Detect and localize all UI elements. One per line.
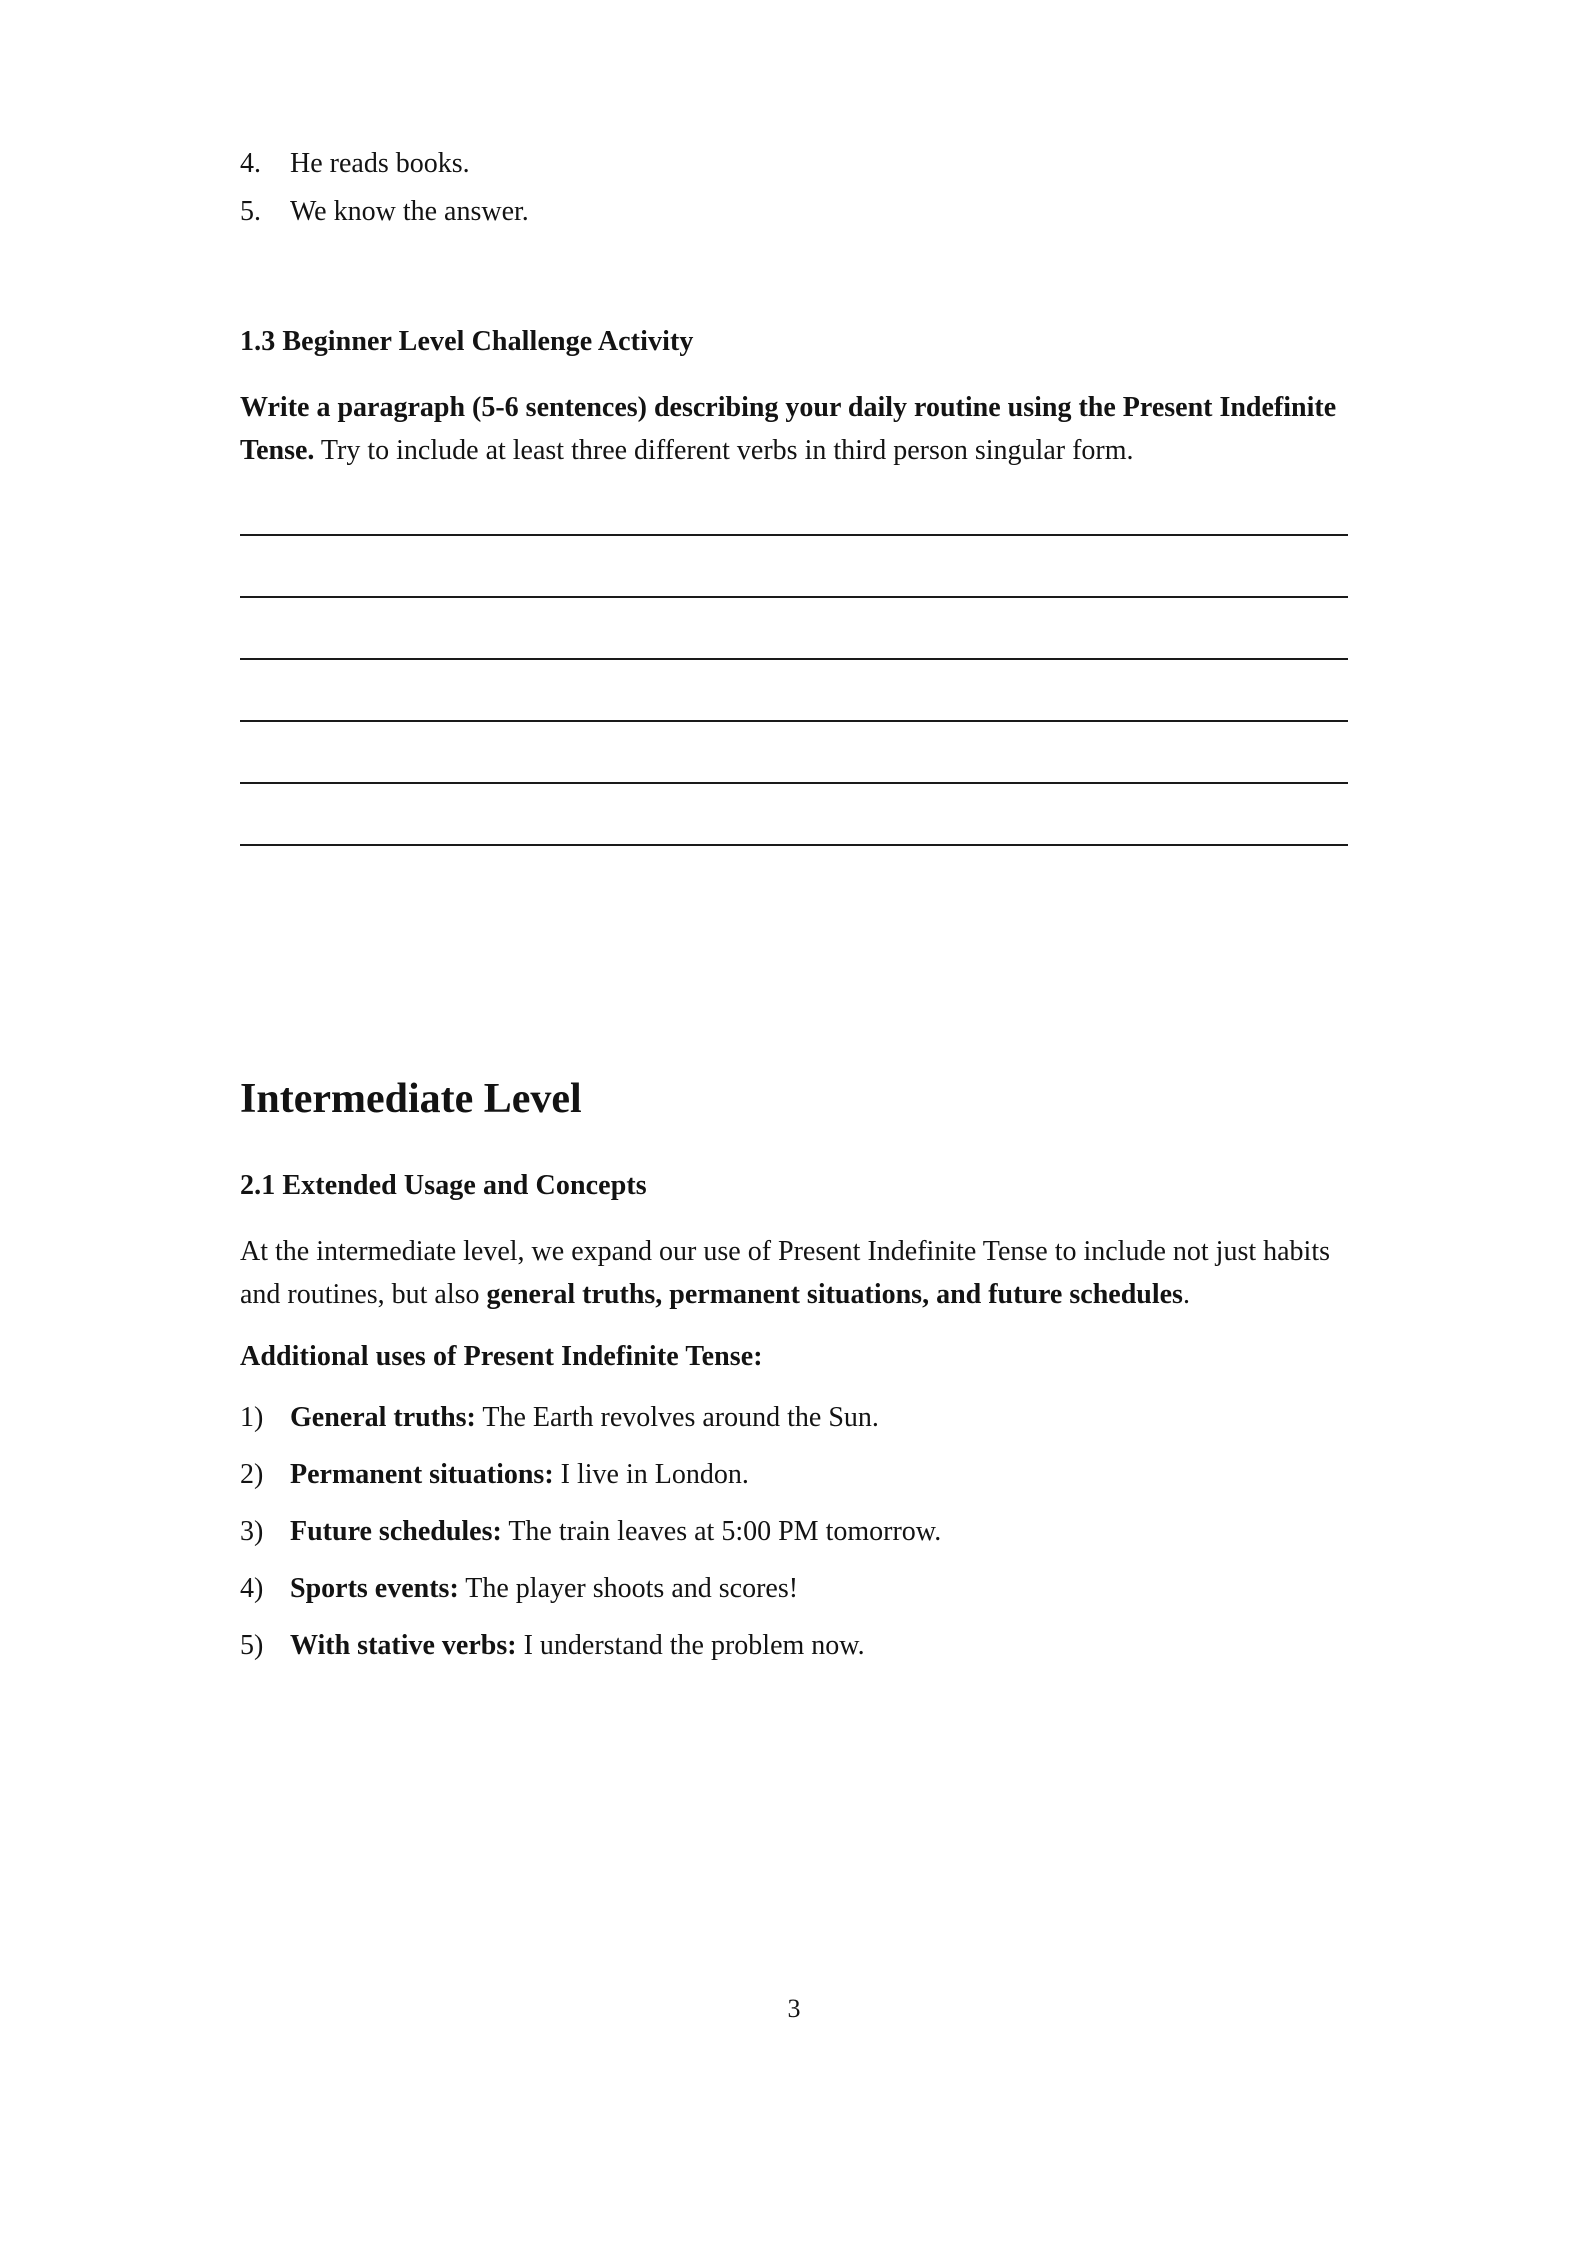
list-item-example: The player shoots and scores!	[458, 1572, 799, 1604]
list-item	[240, 1628, 1350, 1663]
major-section-gap	[240, 906, 1350, 1074]
list-item-label: Future schedules:	[290, 1515, 502, 1547]
list-marker: 2)	[240, 1458, 264, 1490]
list-marker: 4.	[240, 148, 261, 179]
list-marker: 5.	[240, 196, 261, 227]
list-marker: 3)	[240, 1515, 264, 1547]
answer-line	[240, 844, 1348, 846]
list-item-example: The Earth revolves around the Sun.	[475, 1401, 879, 1433]
list-item-label: Sports events:	[290, 1572, 459, 1604]
list-item-label: Permanent situations:	[290, 1458, 554, 1490]
list-item-text: He reads books.	[290, 148, 470, 179]
page-number: 3	[787, 1994, 801, 2023]
challenge-activity-heading: 1.3 Beginner Level Challenge Activity	[240, 326, 694, 357]
paragraph-part-1: At the intermediate level, we expand our use of Present Indefinite Tense to include not just habits and routines, but also	[240, 1236, 1331, 1311]
list-marker: 5)	[240, 1629, 264, 1661]
additional-uses-list	[240, 1400, 1350, 1663]
answer-line	[240, 596, 1348, 598]
paragraph-part-2: .	[1182, 1279, 1190, 1311]
list-item-text	[290, 1457, 1350, 1492]
additional-uses-heading: Additional uses of Present Indefinite Tense:	[240, 1340, 763, 1372]
list-marker: 1)	[240, 1401, 264, 1433]
list-item-example: I understand the problem now.	[516, 1629, 865, 1661]
list-item-label: With stative verbs:	[290, 1629, 517, 1661]
intermediate-paragraph	[240, 1231, 1350, 1316]
list-item	[240, 1514, 1350, 1549]
list-marker: 4)	[240, 1572, 264, 1604]
list-item-text	[290, 1628, 1350, 1663]
answer-lines-block	[240, 534, 1350, 846]
answer-line	[240, 534, 1348, 536]
list-item-example: The train leaves at 5:00 PM tomorrow.	[501, 1515, 942, 1547]
answer-line	[240, 658, 1348, 660]
list-item-example: I live in London.	[553, 1458, 749, 1490]
intermediate-level-title: Intermediate Level	[240, 1076, 582, 1123]
list-item-label: General truths:	[290, 1401, 476, 1433]
list-item	[240, 198, 1350, 226]
page-content	[240, 0, 1350, 1685]
top-numbered-list	[240, 150, 1350, 226]
list-item-text	[290, 1514, 1350, 1549]
list-item-text: We know the answer.	[290, 196, 529, 227]
list-item	[240, 150, 1350, 178]
list-item	[240, 1400, 1350, 1435]
prompt-rest-text: Try to include at least three different verbs in third person singular form.	[314, 434, 1134, 466]
list-item-text	[290, 1571, 1350, 1606]
list-item-text	[290, 1400, 1350, 1435]
extended-usage-heading: 2.1 Extended Usage and Concepts	[240, 1170, 647, 1202]
top-margin-spacer	[240, 0, 1350, 150]
answer-line	[240, 782, 1348, 784]
paragraph-bold-part: general truths, permanent situations, and future schedules	[486, 1279, 1183, 1311]
list-item	[240, 1457, 1350, 1492]
prompt-bold-text: Write a paragraph (5-6 sentences) describing your daily routine using the Present Indefinite Tense.	[240, 392, 1337, 466]
list-item	[240, 1571, 1350, 1606]
section-gap	[240, 246, 1350, 324]
challenge-activity-prompt	[240, 387, 1350, 472]
answer-line	[240, 720, 1348, 722]
